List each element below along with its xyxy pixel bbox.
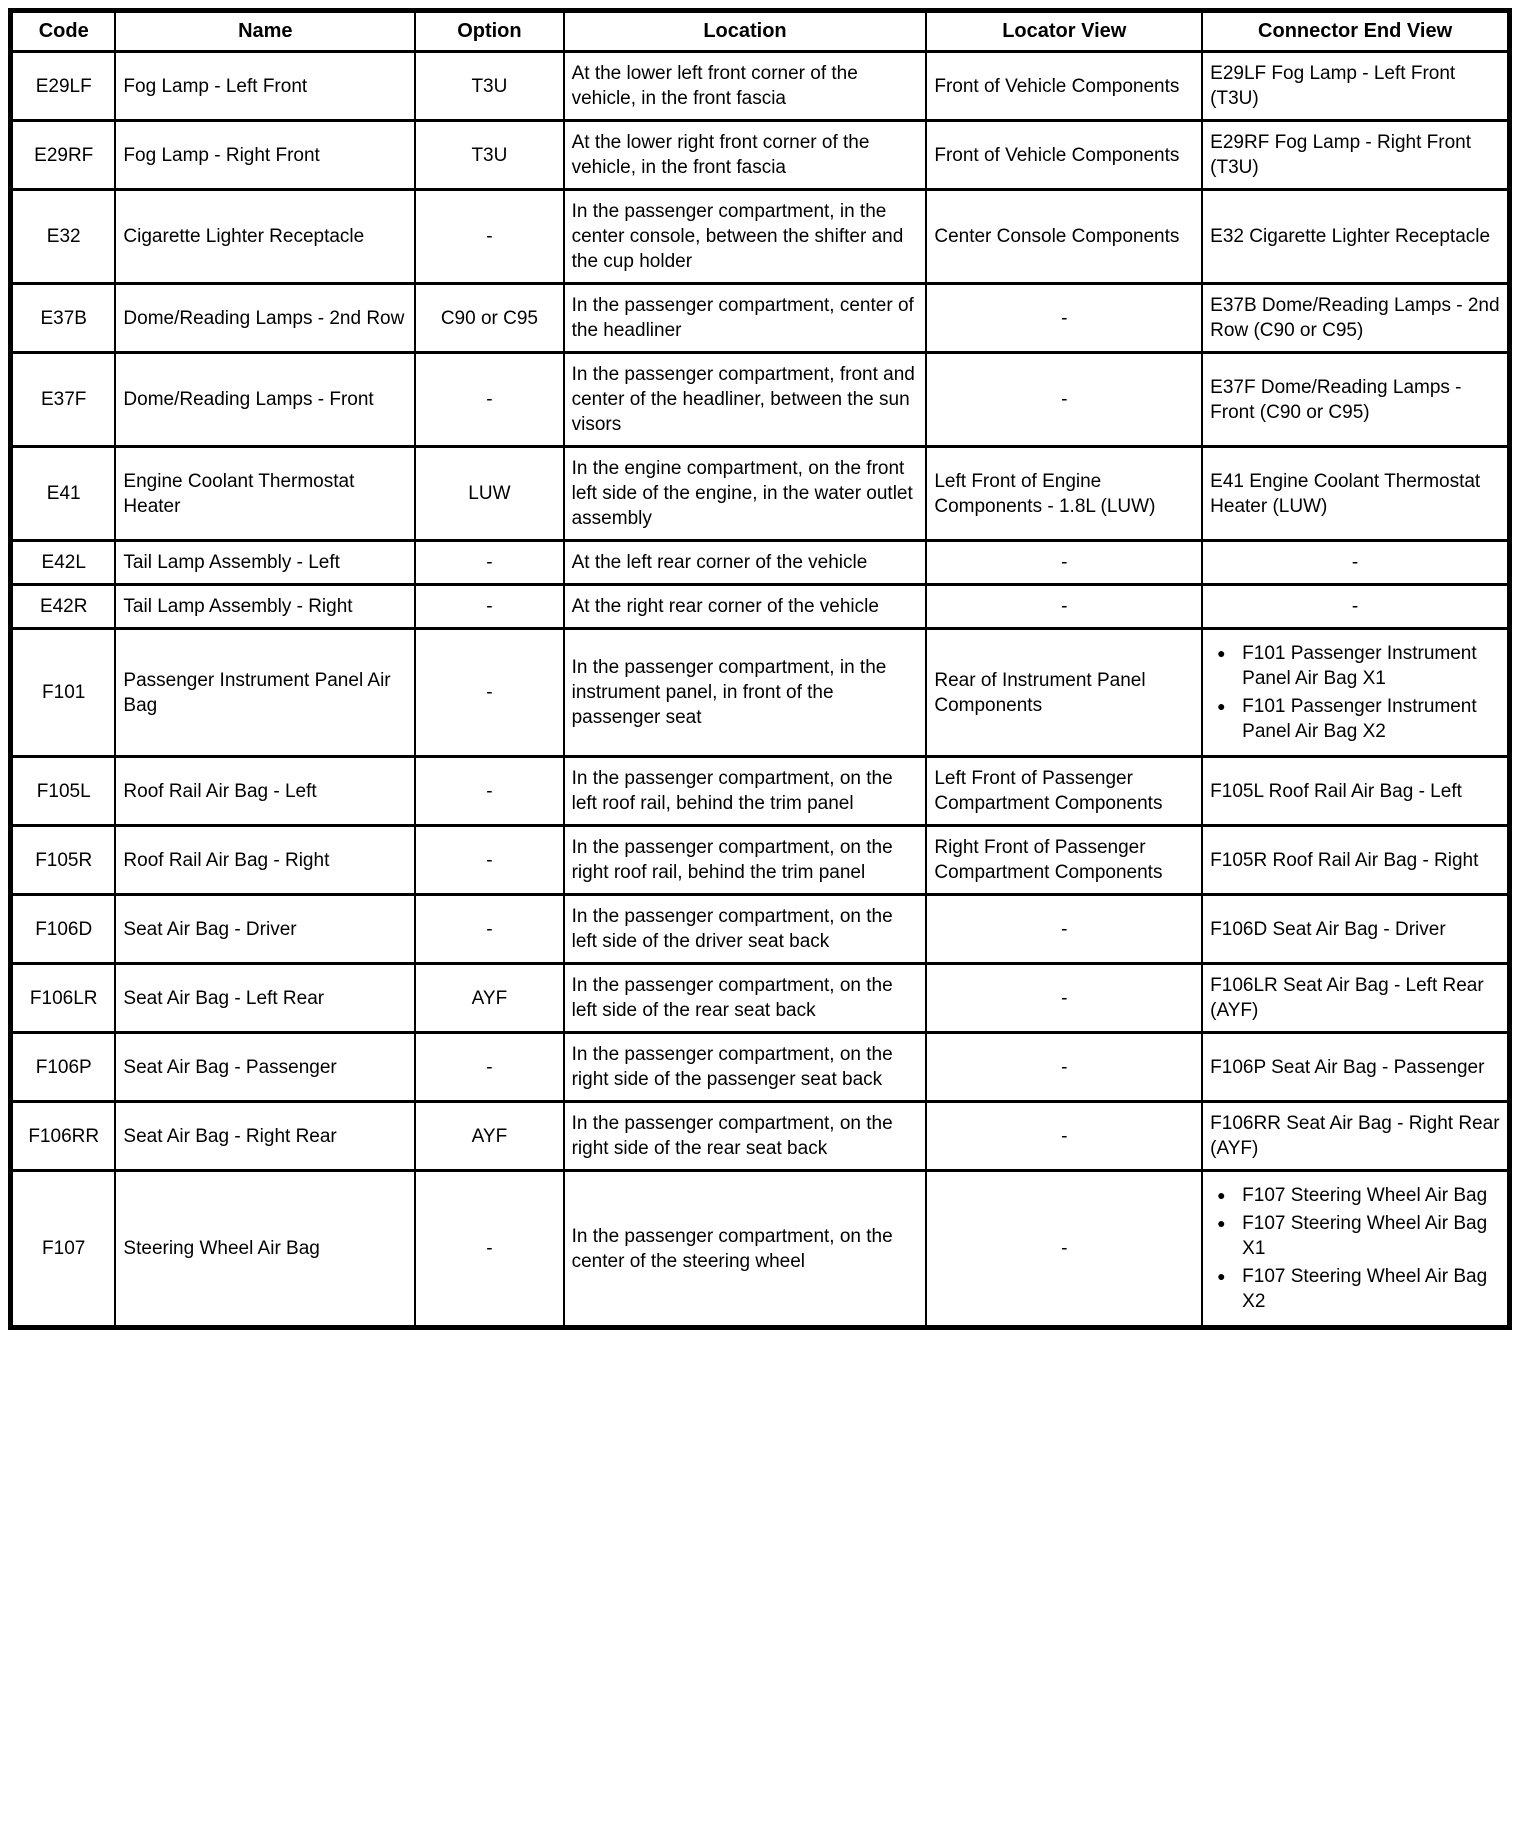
- cell-name: Fog Lamp - Right Front: [115, 121, 415, 190]
- cell-locator-view: -: [926, 353, 1202, 447]
- table-row: [11, 447, 1510, 541]
- cell-connector-end-view: E29LF Fog Lamp - Left Front (T3U): [1202, 52, 1509, 121]
- cell-code: E32: [11, 190, 116, 284]
- connector-end-view-item: ● F101 Passenger Instrument Panel Air Bag X2: [1210, 694, 1500, 744]
- cell-option: -: [415, 541, 563, 585]
- cell-option: -: [415, 353, 563, 447]
- cell-name: Seat Air Bag - Right Rear: [115, 1102, 415, 1171]
- cell-locator-view: Front of Vehicle Components: [926, 52, 1202, 121]
- cell-connector-end-view: -: [1202, 541, 1509, 585]
- cell-name: Seat Air Bag - Driver: [115, 895, 415, 964]
- cell-code: E37B: [11, 284, 116, 353]
- cell-code: F105R: [11, 826, 116, 895]
- cell-code: E37F: [11, 353, 116, 447]
- cell-code: F107: [11, 1171, 116, 1328]
- cell-location: In the passenger compartment, on the left side of the rear seat back: [564, 964, 927, 1033]
- table-row: [11, 121, 1510, 190]
- cell-name: Cigarette Lighter Receptacle: [115, 190, 415, 284]
- cell-location: In the passenger compartment, on the left side of the driver seat back: [564, 895, 927, 964]
- table-row: [11, 1171, 1510, 1328]
- cell-option: C90 or C95: [415, 284, 563, 353]
- cell-location: In the passenger compartment, on the left roof rail, behind the trim panel: [564, 757, 927, 826]
- column-header: Code: [11, 11, 116, 52]
- column-header: Option: [415, 11, 563, 52]
- cell-locator-view: -: [926, 284, 1202, 353]
- connector-end-view-item: ● F107 Steering Wheel Air Bag X2: [1210, 1264, 1500, 1314]
- table-row: [11, 757, 1510, 826]
- cell-location: In the passenger compartment, front and center of the headliner, between the sun visors: [564, 353, 927, 447]
- cell-option: T3U: [415, 121, 563, 190]
- cell-location: In the passenger compartment, in the instrument panel, in front of the passenger seat: [564, 629, 927, 757]
- cell-code: E41: [11, 447, 116, 541]
- cell-name: Steering Wheel Air Bag: [115, 1171, 415, 1328]
- table-row: [11, 629, 1510, 757]
- cell-connector-end-view: F106P Seat Air Bag - Passenger: [1202, 1033, 1509, 1102]
- cell-option: -: [415, 757, 563, 826]
- cell-connector-end-view: [1202, 1171, 1509, 1328]
- cell-name: Seat Air Bag - Passenger: [115, 1033, 415, 1102]
- table-row: [11, 1033, 1510, 1102]
- cell-option: -: [415, 629, 563, 757]
- cell-connector-end-view: F106LR Seat Air Bag - Left Rear (AYF): [1202, 964, 1509, 1033]
- cell-connector-end-view: F106RR Seat Air Bag - Right Rear (AYF): [1202, 1102, 1509, 1171]
- cell-name: Seat Air Bag - Left Rear: [115, 964, 415, 1033]
- cell-code: F106P: [11, 1033, 116, 1102]
- table-row: [11, 190, 1510, 284]
- cell-locator-view: Front of Vehicle Components: [926, 121, 1202, 190]
- cell-code: E29LF: [11, 52, 116, 121]
- connector-end-view-list: [1210, 641, 1500, 744]
- cell-locator-view: Left Front of Engine Components - 1.8L (LUW): [926, 447, 1202, 541]
- column-header: Locator View: [926, 11, 1202, 52]
- cell-name: Passenger Instrument Panel Air Bag: [115, 629, 415, 757]
- table-row: [11, 964, 1510, 1033]
- cell-location: In the passenger compartment, on the right roof rail, behind the trim panel: [564, 826, 927, 895]
- table-row: [11, 585, 1510, 629]
- cell-code: F105L: [11, 757, 116, 826]
- cell-location: In the engine compartment, on the front left side of the engine, in the water outlet assembly: [564, 447, 927, 541]
- column-header: Connector End View: [1202, 11, 1509, 52]
- cell-location: At the left rear corner of the vehicle: [564, 541, 927, 585]
- cell-location: At the right rear corner of the vehicle: [564, 585, 927, 629]
- cell-connector-end-view: E41 Engine Coolant Thermostat Heater (LUW): [1202, 447, 1509, 541]
- cell-location: In the passenger compartment, in the center console, between the shifter and the cup holder: [564, 190, 927, 284]
- cell-location: At the lower left front corner of the vehicle, in the front fascia: [564, 52, 927, 121]
- cell-connector-end-view: F105R Roof Rail Air Bag - Right: [1202, 826, 1509, 895]
- cell-connector-end-view: E37B Dome/Reading Lamps - 2nd Row (C90 or C95): [1202, 284, 1509, 353]
- connector-end-view-item: ● F107 Steering Wheel Air Bag: [1210, 1183, 1500, 1208]
- connector-end-view-item: ● F101 Passenger Instrument Panel Air Bag X1: [1210, 641, 1500, 691]
- column-header: Name: [115, 11, 415, 52]
- cell-connector-end-view: E32 Cigarette Lighter Receptacle: [1202, 190, 1509, 284]
- cell-location: In the passenger compartment, center of the headliner: [564, 284, 927, 353]
- cell-name: Tail Lamp Assembly - Left: [115, 541, 415, 585]
- cell-connector-end-view: E37F Dome/Reading Lamps - Front (C90 or C95): [1202, 353, 1509, 447]
- cell-name: Tail Lamp Assembly - Right: [115, 585, 415, 629]
- cell-locator-view: Center Console Components: [926, 190, 1202, 284]
- cell-code: F101: [11, 629, 116, 757]
- cell-locator-view: Rear of Instrument Panel Components: [926, 629, 1202, 757]
- cell-code: E42L: [11, 541, 116, 585]
- cell-name: Dome/Reading Lamps - 2nd Row: [115, 284, 415, 353]
- cell-code: E42R: [11, 585, 116, 629]
- cell-location: In the passenger compartment, on the right side of the rear seat back: [564, 1102, 927, 1171]
- cell-option: -: [415, 585, 563, 629]
- header-row: [11, 11, 1510, 52]
- cell-name: Roof Rail Air Bag - Right: [115, 826, 415, 895]
- cell-locator-view: -: [926, 964, 1202, 1033]
- cell-connector-end-view: F105L Roof Rail Air Bag - Left: [1202, 757, 1509, 826]
- cell-option: AYF: [415, 1102, 563, 1171]
- table-row: [11, 353, 1510, 447]
- cell-option: -: [415, 1171, 563, 1328]
- table-row: [11, 895, 1510, 964]
- cell-code: E29RF: [11, 121, 116, 190]
- table-row: [11, 826, 1510, 895]
- cell-location: In the passenger compartment, on the right side of the passenger seat back: [564, 1033, 927, 1102]
- cell-name: Roof Rail Air Bag - Left: [115, 757, 415, 826]
- table-row: [11, 541, 1510, 585]
- cell-locator-view: -: [926, 585, 1202, 629]
- cell-connector-end-view: [1202, 629, 1509, 757]
- connector-component-table: [8, 8, 1512, 1330]
- cell-option: T3U: [415, 52, 563, 121]
- cell-locator-view: -: [926, 895, 1202, 964]
- table-row: [11, 1102, 1510, 1171]
- cell-locator-view: Left Front of Passenger Compartment Components: [926, 757, 1202, 826]
- cell-code: F106RR: [11, 1102, 116, 1171]
- table-row: [11, 52, 1510, 121]
- cell-name: Fog Lamp - Left Front: [115, 52, 415, 121]
- cell-location: At the lower right front corner of the vehicle, in the front fascia: [564, 121, 927, 190]
- cell-connector-end-view: F106D Seat Air Bag - Driver: [1202, 895, 1509, 964]
- connector-end-view-list: [1210, 1183, 1500, 1314]
- connector-end-view-item: ● F107 Steering Wheel Air Bag X1: [1210, 1211, 1500, 1261]
- cell-option: -: [415, 826, 563, 895]
- cell-connector-end-view: -: [1202, 585, 1509, 629]
- cell-option: AYF: [415, 964, 563, 1033]
- cell-location: In the passenger compartment, on the center of the steering wheel: [564, 1171, 927, 1328]
- table-row: [11, 284, 1510, 353]
- cell-name: Dome/Reading Lamps - Front: [115, 353, 415, 447]
- column-header: Location: [564, 11, 927, 52]
- cell-locator-view: -: [926, 1171, 1202, 1328]
- cell-option: -: [415, 895, 563, 964]
- cell-name: Engine Coolant Thermostat Heater: [115, 447, 415, 541]
- cell-locator-view: -: [926, 1102, 1202, 1171]
- cell-option: -: [415, 190, 563, 284]
- cell-locator-view: -: [926, 541, 1202, 585]
- cell-locator-view: Right Front of Passenger Compartment Components: [926, 826, 1202, 895]
- cell-locator-view: -: [926, 1033, 1202, 1102]
- cell-code: F106D: [11, 895, 116, 964]
- cell-option: LUW: [415, 447, 563, 541]
- cell-option: -: [415, 1033, 563, 1102]
- cell-code: F106LR: [11, 964, 116, 1033]
- cell-connector-end-view: E29RF Fog Lamp - Right Front (T3U): [1202, 121, 1509, 190]
